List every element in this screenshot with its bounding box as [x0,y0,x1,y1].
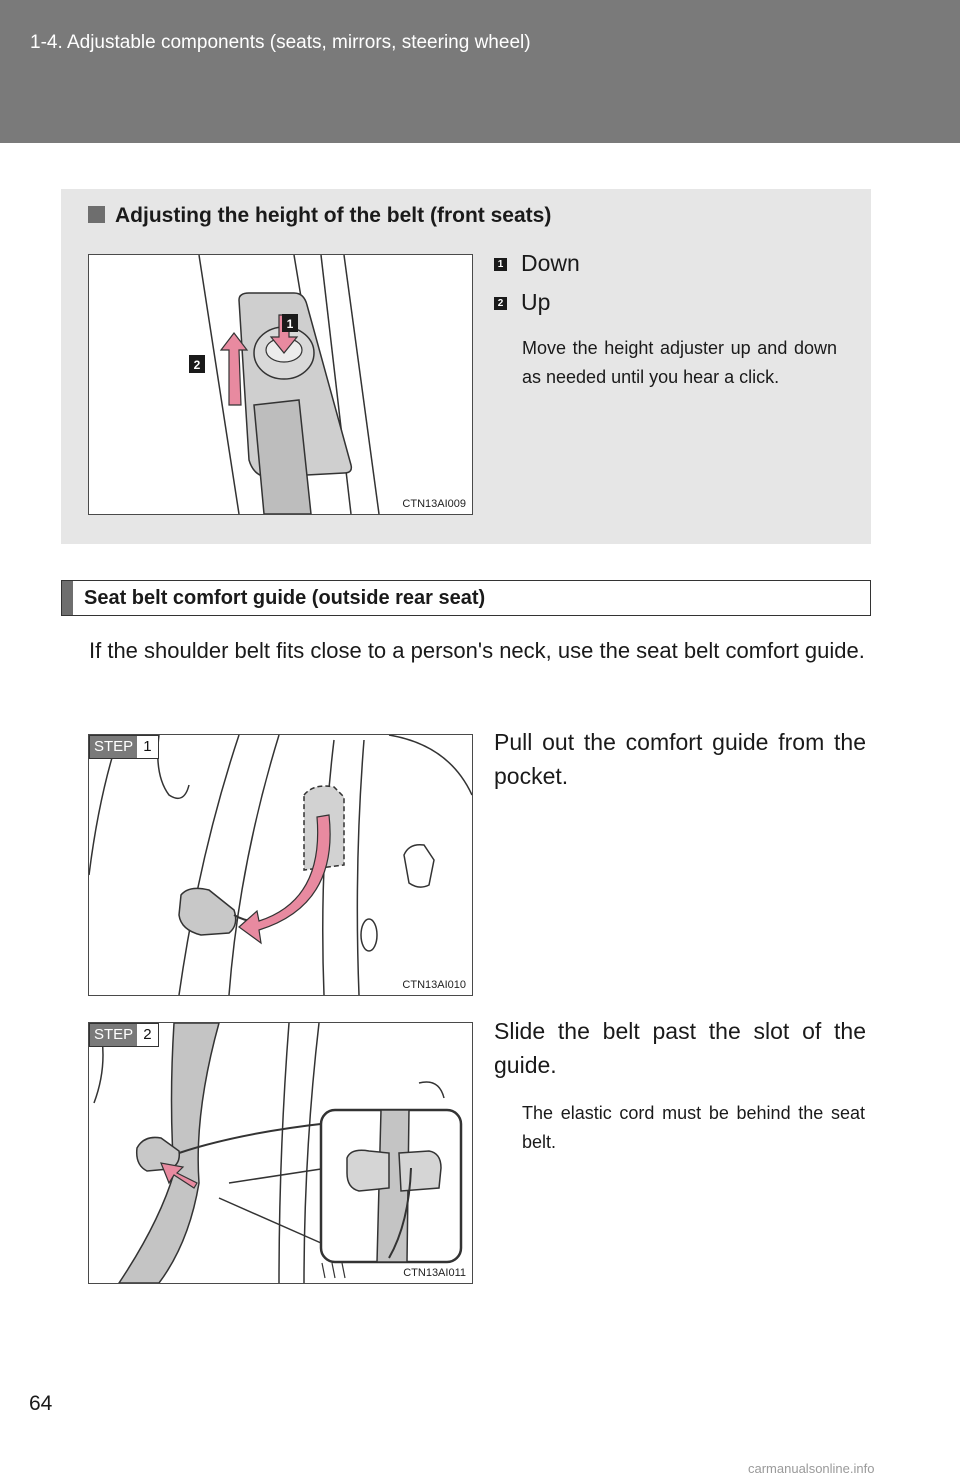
page-header [0,0,960,143]
step2-num: 2 [143,1026,152,1043]
step2-label: STEP [90,1024,137,1046]
comfort-guide-section-heading [61,580,871,616]
square-bullet-icon [88,206,105,223]
step2-text: Slide the belt past the slot of the guide. [494,1018,866,1078]
step1-num: 1 [143,738,152,755]
step1-text: Pull out the comfort guide from the pocket. [494,729,866,789]
svg-text:2: 2 [193,358,201,372]
height-adjust-heading-text: Adjusting the height of the belt (front seats) [115,204,552,227]
height-adjust-heading [88,204,551,228]
legend-num-1: 1 [494,258,507,271]
svg-text:1: 1 [286,317,294,331]
height-adjuster-figure [88,254,473,515]
step2-badge [89,1023,159,1047]
comfort-guide-intro: If the shoulder belt fits close to a person's neck, use the seat belt comfort guide. [89,638,865,663]
page-number: 64 [29,1392,53,1415]
figure-code: CTN13AI010 [402,979,466,991]
watermark: carmanualsonline.info [748,1461,875,1476]
step1-badge [89,735,159,759]
legend-num-2: 2 [494,297,507,310]
step2-note: The elastic cord must be behind the seat belt. [522,1103,865,1152]
legend-up: Up [521,289,551,315]
chapter-title: 1-4. Adjustable components (seats, mirrors, steering wheel) [30,32,531,53]
step1-label: STEP [90,736,137,758]
heading-stripe [62,581,73,615]
figure-code: CTN13AI011 [403,1267,466,1279]
legend-down: Down [521,250,580,276]
step1-figure [88,734,473,996]
step2-figure [88,1022,473,1284]
height-adjust-note: Move the height adjuster up and down as needed until you hear a click. [522,338,837,387]
figure-code: CTN13AI009 [402,498,466,510]
comfort-guide-heading-text: Seat belt comfort guide (outside rear seat) [84,587,486,609]
